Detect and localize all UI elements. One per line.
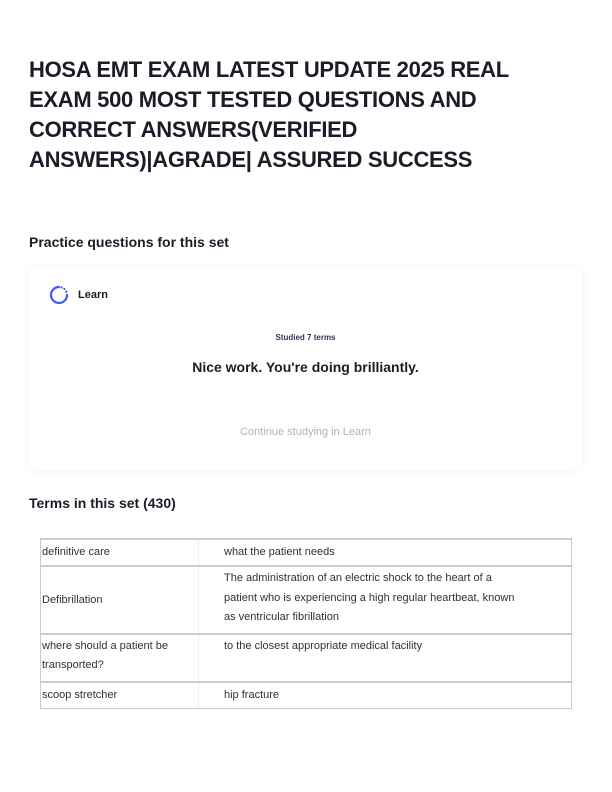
page-title: HOSA EMT EXAM LATEST UPDATE 2025 REAL EXAM 500 MOST TESTED QUESTIONS AND CORRECT ANSWERS(VERIFIED ANSWERS)|AGRADE| ASSURED SUCCESS: [29, 57, 509, 172]
definition-cell: what the patient needs: [224, 545, 335, 558]
learn-card: [29, 268, 582, 470]
terms-table: [40, 538, 572, 709]
term-cell: Defibrillation: [41, 567, 199, 633]
term-row: [40, 633, 572, 682]
learn-mode-link[interactable]: [48, 284, 108, 306]
terms-heading: Terms in this set (430): [29, 495, 176, 511]
term-row: [40, 565, 572, 634]
definition-cell: The administration of an electric shock to the heart of a patient who is experiencing a high regular heartbeat, known as ventricular fibrillation: [224, 572, 515, 623]
studied-count: Studied 7 terms: [275, 333, 336, 342]
learn-label: Learn: [78, 289, 108, 301]
term-cell: scoop stretcher: [41, 683, 199, 708]
term-cell: where should a patient be transported?: [41, 635, 199, 681]
progress-message: Nice work. You're doing brilliantly.: [192, 359, 419, 375]
term-row: [40, 681, 572, 709]
term-row: [40, 538, 572, 566]
definition-cell: to the closest appropriate medical facility: [224, 640, 423, 652]
practice-heading: Practice questions for this set: [29, 234, 229, 250]
learn-progress-icon: [48, 284, 70, 306]
definition-cell: hip fracture: [224, 688, 280, 701]
continue-learn-button[interactable]: Continue studying in Learn: [240, 426, 371, 438]
term-cell: definitive care: [41, 540, 199, 565]
